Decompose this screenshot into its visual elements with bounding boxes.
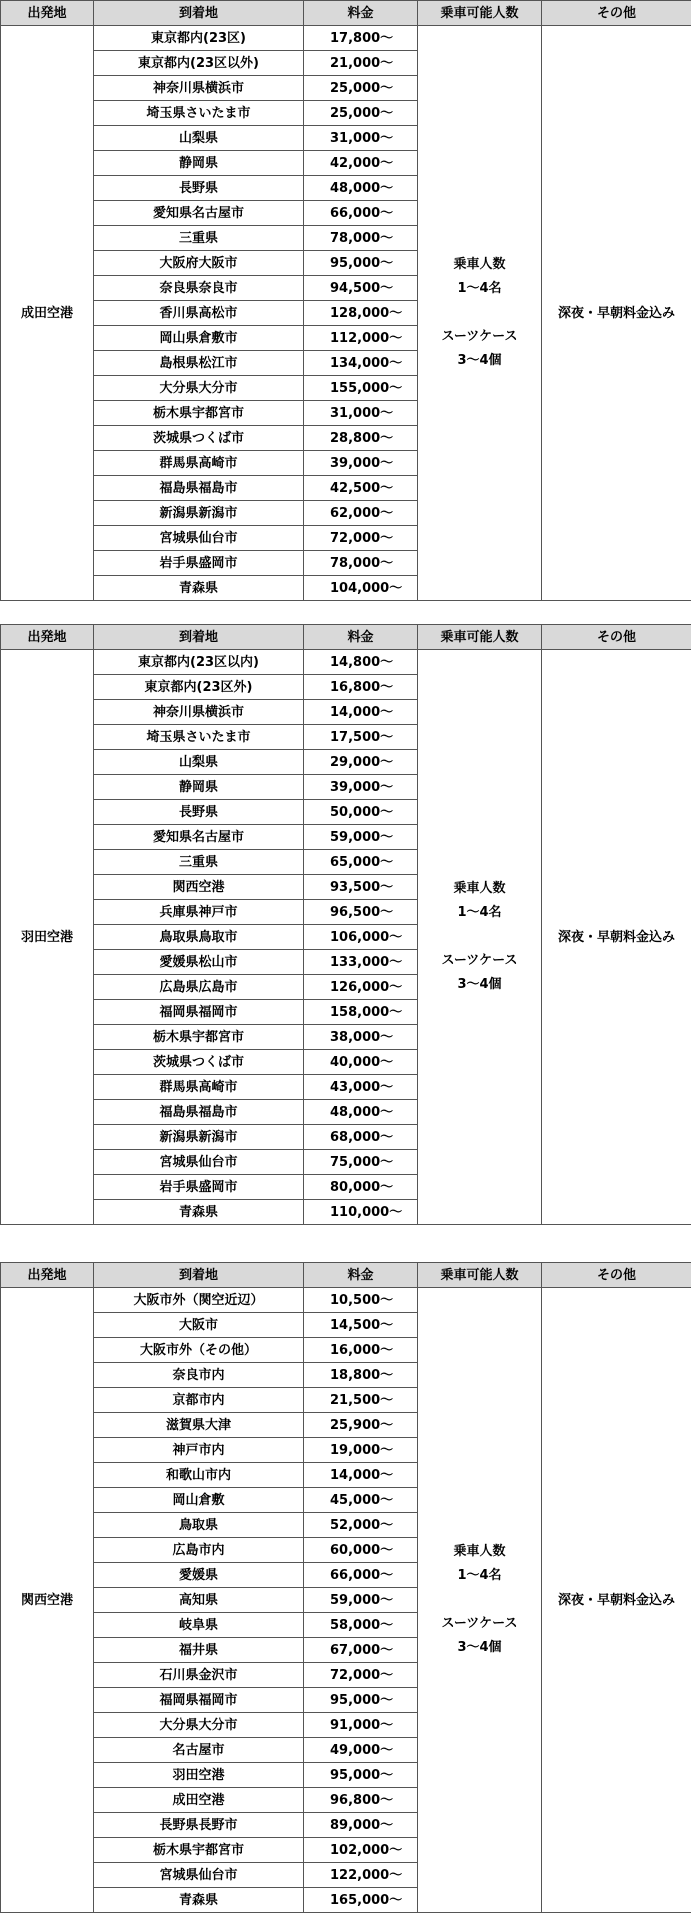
fee-cell: 133,000～ <box>304 950 418 975</box>
fee-cell: 134,000～ <box>304 351 418 376</box>
destination-cell: 群馬県高崎市 <box>94 451 304 476</box>
fee-cell: 165,000～ <box>304 1888 418 1913</box>
fare-table <box>0 624 691 1225</box>
destination-cell: 栃木県宇都宮市 <box>94 401 304 426</box>
fee-cell: 96,800～ <box>304 1788 418 1813</box>
header-destination: 到着地 <box>94 625 304 650</box>
fee-cell: 72,000～ <box>304 1663 418 1688</box>
header-row <box>1 1263 691 1288</box>
destination-cell: 東京都内(23区以内) <box>94 650 304 675</box>
fee-cell: 14,000～ <box>304 1463 418 1488</box>
fee-cell: 52,000～ <box>304 1513 418 1538</box>
capacity-spacer <box>418 925 541 949</box>
fee-cell: 39,000～ <box>304 775 418 800</box>
fee-cell: 95,000～ <box>304 1763 418 1788</box>
destination-cell: 埼玉県さいたま市 <box>94 725 304 750</box>
origin-cell: 成田空港 <box>1 26 94 601</box>
fee-cell: 59,000～ <box>304 825 418 850</box>
capacity-line2: 1～4名 <box>457 905 502 920</box>
destination-cell: 福岡県福岡市 <box>94 1000 304 1025</box>
fee-cell: 78,000～ <box>304 226 418 251</box>
header-origin: 出発地 <box>1 1 94 26</box>
destination-cell: 栃木県宇都宮市 <box>94 1025 304 1050</box>
table-row <box>1 650 691 675</box>
destination-cell: 宮城県仙台市 <box>94 526 304 551</box>
fee-cell: 14,800～ <box>304 650 418 675</box>
destination-cell: 愛知県名古屋市 <box>94 201 304 226</box>
destination-cell: 大阪市外（その他） <box>94 1338 304 1363</box>
capacity-line2: 1～4名 <box>457 1568 502 1583</box>
destination-cell: 奈良市内 <box>94 1363 304 1388</box>
capacity-line1: 乗車人数 <box>453 1544 506 1559</box>
header-row <box>1 1 691 26</box>
destination-cell: 東京都内(23区外) <box>94 675 304 700</box>
fee-cell: 45,000～ <box>304 1488 418 1513</box>
destination-cell: 羽田空港 <box>94 1763 304 1788</box>
destination-cell: 成田空港 <box>94 1788 304 1813</box>
destination-cell: 京都市内 <box>94 1388 304 1413</box>
header-fee: 料金 <box>304 625 418 650</box>
fee-cell: 49,000～ <box>304 1738 418 1763</box>
capacity-line4: 3～4個 <box>457 353 502 368</box>
capacity-cell <box>418 26 542 601</box>
table-row <box>1 1288 691 1313</box>
destination-cell: 新潟県新潟市 <box>94 1125 304 1150</box>
fee-cell: 21,500～ <box>304 1388 418 1413</box>
fee-cell: 59,000～ <box>304 1588 418 1613</box>
fee-cell: 16,000～ <box>304 1338 418 1363</box>
fee-cell: 75,000～ <box>304 1150 418 1175</box>
fee-cell: 93,500～ <box>304 875 418 900</box>
destination-cell: 石川県金沢市 <box>94 1663 304 1688</box>
fee-cell: 50,000～ <box>304 800 418 825</box>
fee-cell: 80,000～ <box>304 1175 418 1200</box>
fee-cell: 17,800～ <box>304 26 418 51</box>
fee-cell: 29,000～ <box>304 750 418 775</box>
destination-cell: 茨城県つくば市 <box>94 1050 304 1075</box>
header-other: その他 <box>542 1 691 26</box>
destination-cell: 岐阜県 <box>94 1613 304 1638</box>
destination-cell: 東京都内(23区) <box>94 26 304 51</box>
header-row <box>1 625 691 650</box>
fee-cell: 78,000～ <box>304 551 418 576</box>
capacity-line4: 3～4個 <box>457 1640 502 1655</box>
fee-cell: 155,000～ <box>304 376 418 401</box>
destination-cell: 静岡県 <box>94 151 304 176</box>
other-cell: 深夜・早朝料金込み <box>542 26 691 601</box>
destination-cell: 福島県福島市 <box>94 476 304 501</box>
destination-cell: 大阪市外（関空近辺） <box>94 1288 304 1313</box>
destination-cell: 青森県 <box>94 1200 304 1225</box>
destination-cell: 東京都内(23区以外) <box>94 51 304 76</box>
header-origin: 出発地 <box>1 1263 94 1288</box>
header-capacity: 乗車可能人数 <box>418 1263 542 1288</box>
destination-cell: 岡山倉敷 <box>94 1488 304 1513</box>
destination-cell: 広島県広島市 <box>94 975 304 1000</box>
fee-cell: 89,000～ <box>304 1813 418 1838</box>
other-cell: 深夜・早朝料金込み <box>542 650 691 1225</box>
destination-cell: 栃木県宇都宮市 <box>94 1838 304 1863</box>
destination-cell: 大阪府大阪市 <box>94 251 304 276</box>
destination-cell: 静岡県 <box>94 775 304 800</box>
destination-cell: 島根県松江市 <box>94 351 304 376</box>
capacity-line4: 3～4個 <box>457 977 502 992</box>
fee-cell: 48,000～ <box>304 176 418 201</box>
destination-cell: 神戸市内 <box>94 1438 304 1463</box>
destination-cell: 和歌山市内 <box>94 1463 304 1488</box>
destination-cell: 大分県大分市 <box>94 1713 304 1738</box>
destination-cell: 愛知県名古屋市 <box>94 825 304 850</box>
destination-cell: 奈良県奈良市 <box>94 276 304 301</box>
fee-cell: 18,800～ <box>304 1363 418 1388</box>
fee-cell: 110,000～ <box>304 1200 418 1225</box>
destination-cell: 長野県 <box>94 800 304 825</box>
fee-cell: 25,900～ <box>304 1413 418 1438</box>
header-destination: 到着地 <box>94 1263 304 1288</box>
destination-cell: 愛媛県松山市 <box>94 950 304 975</box>
fee-cell: 66,000～ <box>304 1563 418 1588</box>
fee-cell: 96,500～ <box>304 900 418 925</box>
fee-cell: 38,000～ <box>304 1025 418 1050</box>
destination-cell: 三重県 <box>94 850 304 875</box>
destination-cell: 大阪市 <box>94 1313 304 1338</box>
header-other: その他 <box>542 625 691 650</box>
destination-cell: 山梨県 <box>94 126 304 151</box>
destination-cell: 香川県高松市 <box>94 301 304 326</box>
fee-cell: 19,000～ <box>304 1438 418 1463</box>
destination-cell: 新潟県新潟市 <box>94 501 304 526</box>
fee-cell: 60,000～ <box>304 1538 418 1563</box>
header-other: その他 <box>542 1263 691 1288</box>
destination-cell: 名古屋市 <box>94 1738 304 1763</box>
table-row <box>1 26 691 51</box>
fee-cell: 39,000～ <box>304 451 418 476</box>
capacity-spacer <box>418 1588 541 1612</box>
fee-cell: 91,000～ <box>304 1713 418 1738</box>
capacity-line3: スーツケース <box>441 953 518 968</box>
destination-cell: 鳥取県鳥取市 <box>94 925 304 950</box>
header-capacity: 乗車可能人数 <box>418 625 542 650</box>
fee-cell: 21,000～ <box>304 51 418 76</box>
fee-cell: 94,500～ <box>304 276 418 301</box>
destination-cell: 宮城県仙台市 <box>94 1863 304 1888</box>
fee-cell: 58,000～ <box>304 1613 418 1638</box>
destination-cell: 神奈川県横浜市 <box>94 76 304 101</box>
fee-cell: 68,000～ <box>304 1125 418 1150</box>
capacity-spacer <box>418 301 541 325</box>
fee-cell: 128,000～ <box>304 301 418 326</box>
capacity-line1: 乗車人数 <box>453 257 506 272</box>
fee-cell: 14,000～ <box>304 700 418 725</box>
fee-cell: 106,000～ <box>304 925 418 950</box>
fee-cell: 122,000～ <box>304 1863 418 1888</box>
fee-cell: 40,000～ <box>304 1050 418 1075</box>
fee-cell: 95,000～ <box>304 251 418 276</box>
fee-cell: 72,000～ <box>304 526 418 551</box>
fee-cell: 66,000～ <box>304 201 418 226</box>
header-capacity: 乗車可能人数 <box>418 1 542 26</box>
other-cell: 深夜・早朝料金込み <box>542 1288 691 1913</box>
header-fee: 料金 <box>304 1263 418 1288</box>
capacity-line1: 乗車人数 <box>453 881 506 896</box>
fee-cell: 10,500～ <box>304 1288 418 1313</box>
fee-cell: 95,000～ <box>304 1688 418 1713</box>
destination-cell: 滋賀県大津 <box>94 1413 304 1438</box>
header-origin: 出発地 <box>1 625 94 650</box>
fee-cell: 16,800～ <box>304 675 418 700</box>
fee-cell: 102,000～ <box>304 1838 418 1863</box>
destination-cell: 茨城県つくば市 <box>94 426 304 451</box>
capacity-line3: スーツケース <box>441 329 518 344</box>
header-destination: 到着地 <box>94 1 304 26</box>
capacity-cell <box>418 1288 542 1913</box>
fee-cell: 104,000～ <box>304 576 418 601</box>
capacity-line3: スーツケース <box>441 1616 518 1631</box>
destination-cell: 福井県 <box>94 1638 304 1663</box>
origin-cell: 関西空港 <box>1 1288 94 1913</box>
header-fee: 料金 <box>304 1 418 26</box>
destination-cell: 高知県 <box>94 1588 304 1613</box>
fee-cell: 112,000～ <box>304 326 418 351</box>
destination-cell: 三重県 <box>94 226 304 251</box>
fee-cell: 17,500～ <box>304 725 418 750</box>
fee-cell: 28,800～ <box>304 426 418 451</box>
origin-cell: 羽田空港 <box>1 650 94 1225</box>
fee-cell: 62,000～ <box>304 501 418 526</box>
destination-cell: 福岡県福岡市 <box>94 1688 304 1713</box>
fee-cell: 31,000～ <box>304 126 418 151</box>
fee-cell: 126,000～ <box>304 975 418 1000</box>
fee-cell: 65,000～ <box>304 850 418 875</box>
fee-cell: 14,500～ <box>304 1313 418 1338</box>
fee-cell: 25,000～ <box>304 101 418 126</box>
destination-cell: 青森県 <box>94 1888 304 1913</box>
destination-cell: 岩手県盛岡市 <box>94 1175 304 1200</box>
destination-cell: 大分県大分市 <box>94 376 304 401</box>
fare-table <box>0 1262 691 1913</box>
destination-cell: 長野県長野市 <box>94 1813 304 1838</box>
destination-cell: 岩手県盛岡市 <box>94 551 304 576</box>
destination-cell: 神奈川県横浜市 <box>94 700 304 725</box>
destination-cell: 長野県 <box>94 176 304 201</box>
destination-cell: 兵庫県神戸市 <box>94 900 304 925</box>
fee-cell: 42,500～ <box>304 476 418 501</box>
destination-cell: 福島県福島市 <box>94 1100 304 1125</box>
destination-cell: 岡山県倉敷市 <box>94 326 304 351</box>
destination-cell: 関西空港 <box>94 875 304 900</box>
destination-cell: 青森県 <box>94 576 304 601</box>
fee-cell: 48,000～ <box>304 1100 418 1125</box>
destination-cell: 埼玉県さいたま市 <box>94 101 304 126</box>
fare-table <box>0 0 691 601</box>
destination-cell: 宮城県仙台市 <box>94 1150 304 1175</box>
fee-cell: 42,000～ <box>304 151 418 176</box>
destination-cell: 広島市内 <box>94 1538 304 1563</box>
capacity-cell <box>418 650 542 1225</box>
destination-cell: 山梨県 <box>94 750 304 775</box>
fee-cell: 43,000～ <box>304 1075 418 1100</box>
fee-cell: 158,000～ <box>304 1000 418 1025</box>
fee-cell: 31,000～ <box>304 401 418 426</box>
fee-cell: 25,000～ <box>304 76 418 101</box>
capacity-line2: 1～4名 <box>457 281 502 296</box>
destination-cell: 愛媛県 <box>94 1563 304 1588</box>
destination-cell: 群馬県高崎市 <box>94 1075 304 1100</box>
destination-cell: 鳥取県 <box>94 1513 304 1538</box>
fee-cell: 67,000～ <box>304 1638 418 1663</box>
